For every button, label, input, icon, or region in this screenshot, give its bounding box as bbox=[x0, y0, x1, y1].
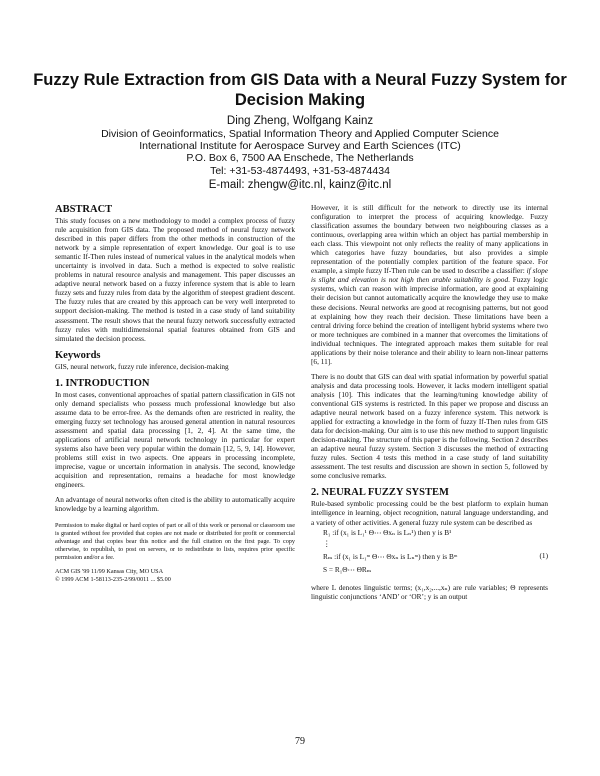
equation-rule-1: R₁ :if (x₁ is L₁¹ Θ⋯ Θxₙ is Lₙ¹) then y is B¹ bbox=[323, 527, 452, 537]
paper-title: Fuzzy Rule Extraction from GIS Data with a Neural Fuzzy System for Decision Making bbox=[33, 71, 567, 109]
section-2-paragraph-2: where L denotes linguistic terms; (x₁,x₂,...,xₙ) are rule variables; Θ represents linguistic conjunctions ‘AND’ or ‘OR’; y is an output bbox=[311, 582, 548, 601]
keywords-heading: Keywords bbox=[55, 349, 101, 361]
conference-line: ACM GIS '99 11/99 Kansas City, MO USA bbox=[55, 568, 164, 576]
copyright-line: © 1999 ACM 1-58113-235-2/99/0011 ... $5.00 bbox=[55, 576, 171, 584]
page-number: 79 bbox=[295, 736, 305, 747]
author-names: Ding Zheng, Wolfgang Kainz bbox=[226, 115, 374, 127]
affiliation-institute: International Institute for Aerospace Survey and Earth Sciences (ITC) bbox=[139, 140, 461, 153]
affiliation-division: Division of Geoinformatics, Spatial Information Theory and Applied Computer Science bbox=[101, 128, 499, 140]
telephone: Tel: +31-53-4874493, +31-53-4874434 bbox=[210, 164, 390, 177]
permission-notice: Permission to make digital or hard copies of part or all of this work or personal or classroom use is granted without fee provided that copies are not made or distributed for profit or commercial advantage and that copies bear this notice and the full citation on the first page. To copy otherwise, to republish, to post on servers, or to redistribute to lists, requires prior specific permission and/or a fee. bbox=[55, 522, 295, 562]
keywords-text: GIS, neural network, fuzzy rule inference, decision-making bbox=[55, 361, 229, 371]
author-block bbox=[30, 114, 570, 192]
introduction-paragraph-2: An advantage of neural networks often cited is the ability to automatically acquire knowledge by a learning algorithm. bbox=[55, 495, 295, 514]
equation-ellipsis: ⋮ bbox=[323, 538, 331, 548]
postal-address: P.O. Box 6, 7500 AA Enschede, The Netherlands bbox=[186, 152, 414, 165]
left-column bbox=[55, 203, 295, 584]
introduction-paragraph: In most cases, conventional approaches of spatial pattern classification in GIS not only demand specialists who possess much professional knowledge but also assume data to be error-free. As the demands often are restricted in reality, the emerging fuzzy set technology has aroused general attention in natural resources assessment and spatial data processing [1, 2, 4]. At the same time, the applications of artificial neural network technology in particular for expert systems also have been very popular within the domain [12, 5, 9, 14]. However, problems still exist in two aspects. One appears in processing incomplete, imprecise, vague or uncertain information in analysis. The second, knowledge acquisition and representation, remains a headache for most knowledge engineers. bbox=[55, 389, 295, 490]
equation-number: (1) bbox=[539, 550, 548, 560]
right-paragraph-1-text: However, it is still difficult for the network to directly use its internal configuration to interpret the process of acquiring knowledge. Fuzzy classification assumes the boundary between two neighbouring classes as a continuous, overlapping area within which an object has partial membership in each class. This viewpoint not only reflects the reality of many applications in which categories have fuzzy boundaries, but also provides a simple representation of the potentially complex partition of the feature space. For example, a simple fuzzy If-Then rule can be used to describe a classifier: bbox=[311, 203, 548, 276]
right-paragraph-1-rest: . Fuzzy logic systems, which can reason with imprecise information, are good at explaining their decision but cannot automatically acquire the knowledge they use to make these decisions. Neural networks are good at recognising patterns, but not good at explaining how they reach their decision. These limitations have been a central driving force behind the creation of intelligent hybrid systems where two or more techniques are combined in a manner that overcomes the limitations of individual techniques. The integrated approach makes them suitable for real applications by their noise tolerance and their ability to learn non-linear patterns [6, 11]. bbox=[311, 275, 548, 366]
right-paragraph-1 bbox=[311, 203, 548, 366]
equation-system: S = R₁Θ⋯ ΘRₘ bbox=[323, 564, 372, 574]
section-2-heading: 2. NEURAL FUZZY SYSTEM bbox=[311, 487, 449, 499]
equation-rule-m: Rₘ :if (x₁ is L₁ᵐ Θ⋯ Θxₙ is Lₙᵐ) then y is Bᵐ bbox=[323, 551, 458, 561]
abstract-text: This study focuses on a new methodology to model a complex process of fuzzy rule acquisition from GIS data. The proposed method of neural fuzzy network described in this paper differs from the other methods in construction of the network by a simple representation of expert knowledge. Our goal is to use semantic If-Then rules instead of numerical values in the analytical models when uncertainty is involved in data. Such a method is expected to solve realistic problems in natural resource analysis and management. This paper discusses an adaptive neural network based on a fuzzy inference system that is able to learn fuzzy sets and fuzzy rules from data by the algorithm of steepest gradient descent. The fuzzy rules that are created by this approach can be very well interpreted to support decision-making. The method is tested in a case study of land suitability assessment. The result shows that the neural fuzzy network successfully extracted fuzzy rules with multidimensional spatial features obtained from GIS and simulated the decision process. bbox=[55, 216, 295, 343]
section-2-paragraph: Rule-based symbolic processing could be the best platform to explain human intelligence in learning, object recognition, natural language understanding, and a variety of other activities. A general fuzzy rule system can be described as bbox=[311, 499, 548, 527]
example-rule: if slope is slight and elevation is not high then arable suitability is good bbox=[311, 266, 548, 285]
introduction-heading: 1. INTRODUCTION bbox=[55, 377, 150, 389]
equation-1 bbox=[311, 527, 548, 583]
right-paragraph-2: There is no doubt that GIS can deal with spatial information by powerful spatial analysis and data processing tools. However, it lacks modern intelligent spatial analysis [10]. This indicates that the learning/tuning knowledge ability of conventional GIS systems is restricted. In this paper we propose and discuss an adaptive neural network based on a fuzzy inference system. This network is applied for extracting a knowledge in the form of fuzzy If-Then rules from GIS data for decision-making. Our aim is to use this new method to support linguistic decision-making. The structure of this paper is the following. Section 2 describes an adaptive neural fuzzy system. Section 3 discusses the method of extracting fuzzy rules. Section 4 tests this method in a case study of land suitability assessment. The test results and discussion are shown in section 5, followed by some conclusive remarks. bbox=[311, 371, 548, 481]
email: E-mail: zhengw@itc.nl, kainz@itc.nl bbox=[208, 178, 392, 191]
right-column bbox=[311, 203, 548, 601]
abstract-heading: ABSTRACT bbox=[55, 204, 113, 215]
